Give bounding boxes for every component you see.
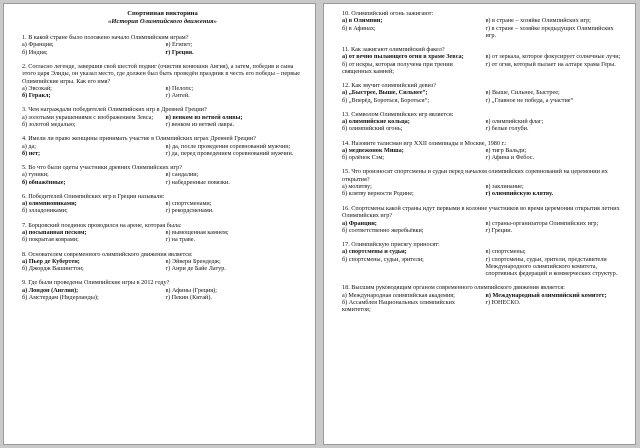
answer-option-correct: б) нет; xyxy=(22,149,41,157)
document-page-left xyxy=(3,3,316,445)
quiz-question xyxy=(22,164,303,186)
document-page-right xyxy=(323,3,636,445)
answer-option: б) соответственно жеребьёвки; xyxy=(342,226,424,234)
quiz-question xyxy=(342,46,623,75)
answer-options xyxy=(22,200,303,214)
answer-option: в) Афины (Греция); xyxy=(165,286,217,294)
answer-option-correct: а) посыпанная песком; xyxy=(22,229,87,237)
answer-option-correct: а) олимпиониками; xyxy=(22,200,77,208)
answer-option: г) „Главное не победа, а участие“ xyxy=(485,96,574,104)
answer-option: г) да, перед проведением соревнований мужчин. xyxy=(165,149,294,157)
answer-option: б) клятву верности Родине; xyxy=(342,190,414,198)
answer-option: в) тигр Вальди; xyxy=(485,147,527,155)
answer-options xyxy=(342,17,623,39)
answer-option: в) да, после проведения соревнований мужчин; xyxy=(165,142,291,150)
answer-option: а) Франция; xyxy=(22,41,54,49)
answer-option: в) Выше, Сильнее, Быстрее; xyxy=(485,89,560,97)
answer-options xyxy=(22,287,303,301)
answer-options xyxy=(342,292,623,314)
question-text: 16. Спортсмены какой страны идут первыми в колонне участников во время церемонии открытия летних Олимпийских игр? xyxy=(342,204,620,220)
answer-option-correct: в) Международный олимпийский комитет; xyxy=(485,291,607,299)
quiz-question xyxy=(22,34,303,56)
question-text: 6. Победителей Олимпийских игр в Греции называли: xyxy=(22,192,165,200)
answer-option-correct: г) олимпийскую клятву. xyxy=(485,190,554,198)
answer-option: г) набедренные повязки. xyxy=(165,178,230,186)
quiz-question xyxy=(22,222,303,244)
doc-subtitle: «История Олимпийского движения» xyxy=(108,18,217,25)
question-text: 15. Что произносят спортсмены и судьи перед началом олимпийских соревнований на церемонии их открытия? xyxy=(342,168,608,183)
answer-options xyxy=(342,53,623,75)
answer-option: в) сандалии; xyxy=(165,171,199,179)
answer-option: г) Афина и Фебос. xyxy=(485,154,534,162)
answer-option: г) от огня, который пылает на алтаре храма Геры. xyxy=(485,60,616,68)
answer-option: б) элладониками; xyxy=(22,207,68,215)
answer-option: б) золотой медалью; xyxy=(22,121,76,129)
answer-option: а) туники; xyxy=(22,171,49,179)
answer-options xyxy=(22,171,303,185)
question-text: 12. Как звучит олимпийский девиз? xyxy=(342,82,437,90)
answer-options xyxy=(342,220,623,234)
question-text: 1. В какой стране было положено начало Олимпийским играм? xyxy=(22,34,189,41)
doc-title: Спортивная викторина xyxy=(127,10,198,17)
answer-option-correct: в) венком из ветвей оливы; xyxy=(165,113,243,121)
answer-options xyxy=(22,85,303,99)
question-text: 8. Основателем современного олимпийского движения является: xyxy=(22,250,193,258)
answer-options xyxy=(342,248,623,277)
answer-option: г) венком из ветвей лавра. xyxy=(165,121,234,129)
answer-option: б) от искры, которая получена при трении священных камней; xyxy=(342,60,453,75)
answer-options xyxy=(342,183,623,197)
answer-options xyxy=(22,258,303,272)
answer-option: а) да; xyxy=(22,142,36,150)
answer-option: г) белые голуби. xyxy=(485,125,529,133)
answer-option: б) орлёнок Сэм; xyxy=(342,154,385,162)
answer-options xyxy=(22,41,303,55)
answer-option: в) спортсмены; xyxy=(485,248,526,256)
answer-option: в) Эйвери Брендедж; xyxy=(165,257,221,265)
quiz-question xyxy=(22,251,303,273)
answer-options xyxy=(342,118,623,132)
question-text: 2. Согласно легенде, завершив свой шестой подвиг (очистив конюшни Авгия), а затем, победив и сына этого царя Элиды, он указал место, где должен был быть проведён праздник в честь его победы – первые Олимпийские игры. Как его имя? xyxy=(22,62,301,85)
answer-option: в) от зеркала, которое фокусирует солнечные лучи; xyxy=(485,53,621,61)
answer-options xyxy=(22,114,303,128)
answer-option: в) заклинание; xyxy=(485,183,524,191)
answer-option: г) Анри де Байе Латур. xyxy=(165,265,226,273)
question-text: 10. Олимпийский огонь зажигают: xyxy=(342,10,434,17)
answer-option-correct: а) „Быстрее, Выше, Сильнее“; xyxy=(342,89,428,97)
answer-option: б) Индия; xyxy=(22,48,48,56)
answer-option: б) в Афинах; xyxy=(342,24,376,32)
quiz-question xyxy=(22,106,303,128)
quiz-question xyxy=(342,82,623,104)
answer-option: г) спортсмены, судьи, зрители, представители Международного олимпийского комитета, спортивных федераций и коммерческих структур. xyxy=(485,255,618,277)
answer-option: а) молитву; xyxy=(342,183,372,191)
answer-options xyxy=(22,143,303,157)
question-text: 17. Олимпийскую присягу приносят: xyxy=(342,240,440,248)
answer-options xyxy=(342,147,623,161)
answer-option-correct: а) Лондон (Англия); xyxy=(22,286,79,294)
answer-option: г) Пекин (Китай). xyxy=(165,293,212,301)
answer-option-correct: а) медвежонок Миша; xyxy=(342,147,404,155)
answer-option-correct: а) в Олимпии; xyxy=(342,17,383,25)
answer-option: в) спортсменами; xyxy=(165,200,212,208)
answer-option-correct: а) олимпийские кольца; xyxy=(342,118,410,126)
answer-option-correct: г) Греция. xyxy=(165,48,194,56)
quiz-question xyxy=(22,135,303,157)
answer-options xyxy=(342,89,623,103)
right-question-list xyxy=(342,10,623,313)
left-question-list xyxy=(22,34,303,301)
answer-option: б) Амстердам (Нидерланды); xyxy=(22,293,99,301)
answer-option: г) рекордсменами. xyxy=(165,207,214,215)
answer-option: в) Египет; xyxy=(165,41,193,49)
answer-option-correct: а) Пьер де Кубертен; xyxy=(22,257,80,265)
quiz-question xyxy=(22,279,303,301)
answer-options xyxy=(22,229,303,243)
answer-option: г) ЮНЕСКО. xyxy=(485,298,521,306)
answer-option: в) вымощенная камнем; xyxy=(165,229,229,237)
question-text: 5. Во что были одеты участники древних Олимпийских игр? xyxy=(22,164,182,172)
answer-option: б) Джордж Вашингтон; xyxy=(22,265,84,273)
answer-option-correct: б) обнажённые; xyxy=(22,178,66,186)
question-text: 4. Имели ли право женщины принимать участие в Олимпийских играх Древней Греции? xyxy=(22,135,256,143)
question-text: 3. Чем награждали победителей Олимпийских игр в Древней Греции? xyxy=(22,106,207,114)
quiz-question xyxy=(22,193,303,215)
question-text: 7. Борцовский поединок проводился на арене, которая была: xyxy=(22,221,182,229)
quiz-question xyxy=(22,63,303,100)
answer-option-correct: а) от вечно пылающего огня в храме Зевса; xyxy=(342,53,464,61)
answer-option: а) золотыми украшениями с изображением Зевса; xyxy=(22,113,154,121)
answer-option: г) Антей. xyxy=(165,92,190,100)
answer-option: г) в стране – хозяйке предыдущих Олимпийских игр. xyxy=(485,24,614,39)
answer-option: г) Греции. xyxy=(485,226,513,234)
answer-option-correct: б) Геракл; xyxy=(22,92,51,100)
answer-option: б) Ассамблея Национальных олимпийских комитетов; xyxy=(342,298,455,313)
answer-option: б) спортсмены, судьи, зрители; xyxy=(342,255,424,263)
question-text: 13. Символом Олимпийских игр является: xyxy=(342,110,454,118)
question-text: 14. Назовите талисман игр XXII олимпиады в Москве, 1980 г.: xyxy=(342,139,507,147)
quiz-question xyxy=(342,140,623,162)
answer-option: б) „Вперёд, Бороться, Бороться“; xyxy=(342,96,430,104)
answer-option: а) Эвсокай; xyxy=(22,85,52,93)
answer-option: в) страны-организатора Олимпийских игр; xyxy=(485,219,599,227)
quiz-question xyxy=(342,111,623,133)
quiz-question xyxy=(342,205,623,234)
question-text: 11. Как зажигают олимпийский факел? xyxy=(342,46,445,54)
answer-option: а) Международная олимпийская академия; xyxy=(342,291,455,299)
answer-option: в) Пелопс; xyxy=(165,85,194,93)
answer-option: б) покрытая коврами; xyxy=(22,236,79,244)
answer-option: б) олимпийский огонь; xyxy=(342,125,403,133)
answer-option-correct: а) Франции; xyxy=(342,219,377,227)
answer-option: в) в стране – хозяйке Олимпийских игр; xyxy=(485,17,591,25)
answer-option: в) олимпийский флаг; xyxy=(485,118,544,126)
quiz-question xyxy=(342,10,623,39)
quiz-question xyxy=(342,284,623,313)
quiz-question xyxy=(342,241,623,277)
quiz-question xyxy=(342,168,623,197)
question-text: 18. Высшим руководящим органом современного олимпийского движения является: xyxy=(342,284,565,292)
question-text: 9. Где были проведены Олимпийские игры в 2012 году? xyxy=(22,279,170,287)
answer-option: г) на траве. xyxy=(165,236,196,244)
answer-option-correct: а) спортсмены и судьи; xyxy=(342,248,407,256)
